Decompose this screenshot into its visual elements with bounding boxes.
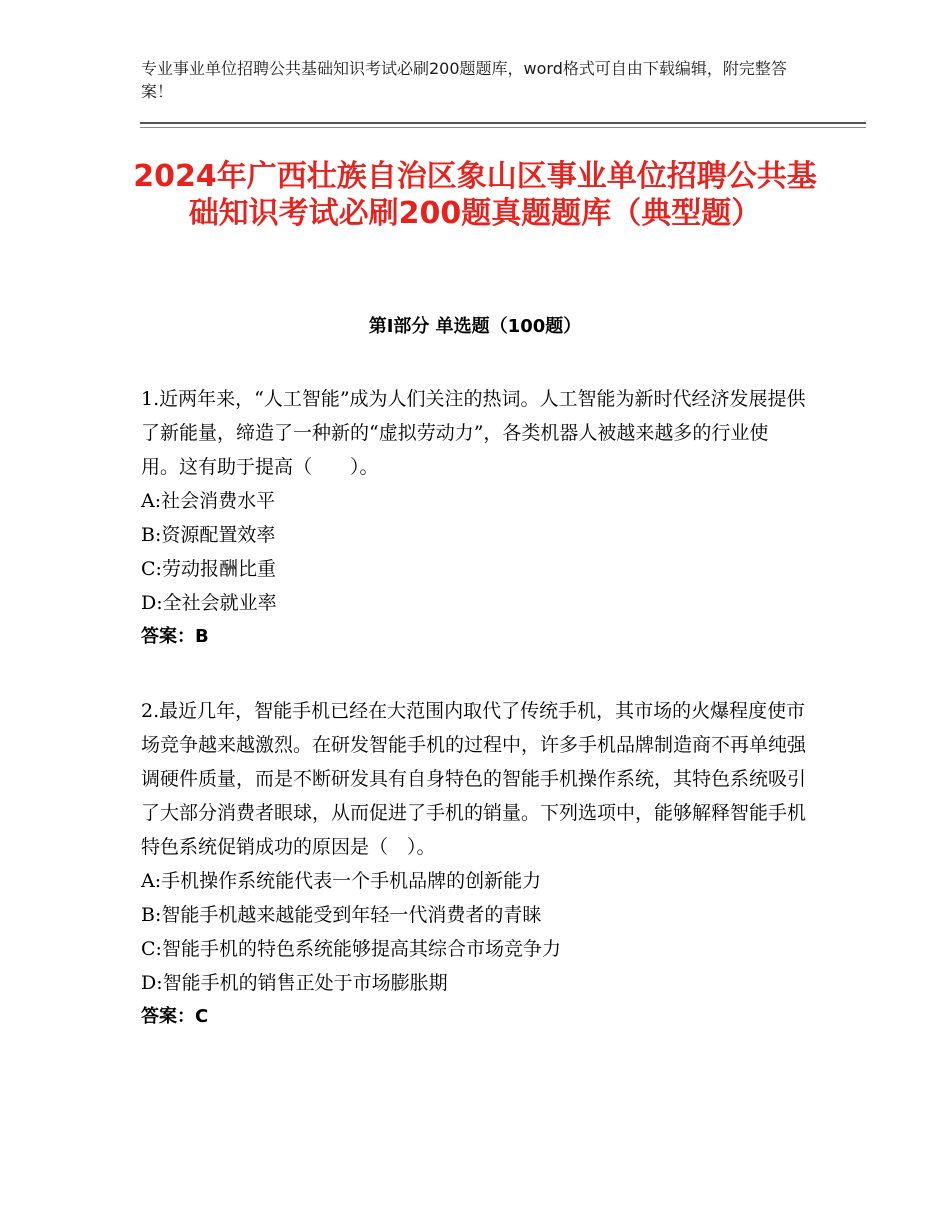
- answer: 答案：B: [141, 626, 209, 647]
- option-d: D:全社会就业率: [141, 592, 277, 614]
- section-title: 第Ⅰ部分 单选题（100题）: [368, 316, 582, 337]
- option-b: B:智能手机越来越能受到年轻一代消费者的青睐: [141, 904, 542, 926]
- option-d: D:智能手机的销售正处于市场膨胀期: [141, 972, 448, 994]
- answer: 答案：C: [141, 1006, 209, 1027]
- question-stem: 2.最近几年，智能手机已经在大范围内取代了传统手机，其市场的火爆程度使市场竞争越来越激烈。在研发智能手机的过程中，许多手机品牌制造商不再单纯强调硬件质量，而是不断研发具有自身特色的智能手机操作系统，其特色系统吸引了大部分消费者眼球，从而促进了手机的销量。下列选项中，能够解释智能手机特色系统促销成功的原因是（ ）。: [141, 700, 807, 858]
- option-c: C:劳动报酬比重: [141, 558, 276, 580]
- question-1: [141, 382, 806, 654]
- header-divider-thick: [140, 122, 866, 124]
- option-a: A:社会消费水平: [141, 490, 276, 512]
- option-a: A:手机操作系统能代表一个手机品牌的创新能力: [141, 870, 542, 892]
- question-list: [141, 382, 806, 1074]
- header-note: 专业事业单位招聘公共基础知识考试必刷200题题库，word格式可自由下载编辑，附完整答案！: [141, 59, 787, 101]
- option-c: C:智能手机的特色系统能够提高其综合市场竞争力: [141, 938, 561, 960]
- option-b: B:资源配置效率: [141, 524, 276, 546]
- question-2: [141, 694, 806, 1034]
- document-title: 2024年广西壮族自治区象山区事业单位招聘公共基础知识考试必刷200题真题题库（典型题）: [133, 159, 817, 231]
- header-divider-thin: [140, 127, 866, 128]
- question-stem: 1.近两年来，“人工智能”成为人们关注的热词。人工智能为新时代经济发展提供了新能量，缔造了一种新的“虚拟劳动力”，各类机器人被越来越多的行业使用。这有助于提高（ ）。: [141, 388, 806, 478]
